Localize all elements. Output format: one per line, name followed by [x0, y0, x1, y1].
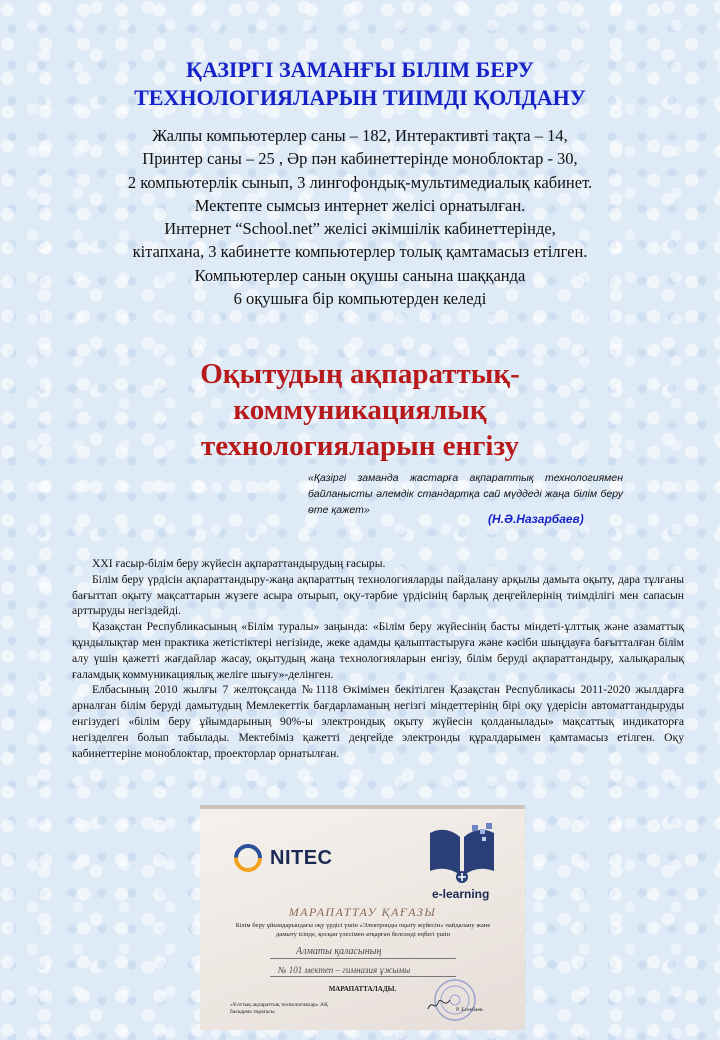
certificate-description: Білім беру ұйымдарындағы оқу үрдісі үшін «Электронды оқыту жүйесін» пайдалану және дамыту ісінде, қосқан үлесімен атқарған белсенді еңбегі үшін — [235, 922, 491, 938]
paragraph: XXI ғасыр-білім беру жүйесін ақпараттандырудың ғасыры. — [92, 557, 386, 570]
title-line-1: ҚАЗІРГІ ЗАМАНҒЫ БІЛІМ БЕРУ — [186, 57, 534, 82]
stats-block — [60, 124, 660, 310]
stats-line: Интернет “School.net” желісі әкімшілік кабинеттерінде, — [164, 219, 556, 239]
page-title — [0, 56, 720, 112]
section-heading — [110, 356, 610, 464]
heading-line-3: технологияларын енгізу — [200, 430, 520, 462]
fill-line — [270, 958, 456, 959]
nitec-logo — [232, 841, 333, 875]
awarded-text: МАРАПАТТАЛАДЫ. — [328, 985, 397, 993]
heading-line-1: Оқытудың ақпараттық- — [200, 358, 520, 390]
paragraph: Қазақстан Республикасының «Білім туралы» заңында: «Білім беру жүйесінің басты міндеті-ұлттық және азаматтық құндылықтар мен практика жетістіктері негізінде, жеке адамды қалыптастыруға және кәсіби шыңдауға бағытталған білім алу үшін қажетті жағдайлар жасау, оқытудың жаңа технологияларын енгізу, білім беруді ақпараттандыру, халықаралық ғаламдық коммуникациялық желіге шығу»-делінген. — [72, 620, 684, 681]
stats-line: Жалпы компьютерлер саны – 182, Интерактивті тақта – 14, — [152, 126, 568, 145]
signer-name: Р. Есеебаев — [456, 1007, 483, 1013]
certificate-title: МАРАПАТТАУ ҚАҒАЗЫ — [288, 905, 437, 919]
heading-line-2: коммуникациялық — [233, 394, 487, 426]
title-line-2: ТЕХНОЛОГИЯЛАРЫН ТИІМДІ ҚОЛДАНУ — [134, 85, 586, 110]
handwritten-school: № 101 мектеп – гимназия ұжымы — [278, 965, 411, 975]
handwritten-name: Алматы қаласының — [296, 946, 382, 957]
fill-line — [270, 976, 456, 977]
elearning-logo-icon — [422, 819, 502, 885]
elearning-logo-text: e-learning — [432, 887, 490, 901]
stats-line: Мектепте сымсыз интернет желісі орнатылған. — [194, 195, 526, 215]
signer-organization: «Ұлттық ақпараттық технологиялар» АҚ басқарма төрағасы — [230, 1002, 328, 1015]
stats-line: 2 компьютерлік сынып, 3 лингофондық-мультимедиалық кабинет. — [127, 172, 593, 192]
stats-line: кітапхана, 3 кабинетте компьютерлер толық қамтамасыз етілген. — [132, 242, 588, 262]
quote-text: «Қазіргі заманда жастарға ақпараттық технологиямен байланысты әлемдік стандартқа сай мүддеді жаңа білім беру өте қажет» — [308, 472, 623, 516]
stats-line: Принтер саны – 25 , Әр пән кабинеттерінде моноблоктар - 30, — [142, 149, 578, 169]
nitec-logo-text: NITEC — [270, 846, 333, 869]
nitec-ring-icon — [232, 842, 264, 874]
stats-line: Компьютерлер санын оқушы санына шаққанда — [194, 265, 526, 285]
body-text — [72, 556, 684, 761]
paragraph: Білім беру үрдісін ақпараттандыру-жаңа ақпараттың технологияларды пайдалану арқылы дамыта оқыту, дара тұлғаны бағыттап оқыту мақсаттарын жүзеге асыра отырып, оқу-тәрбие үрдісінің барлық деңгейлерінің тиімділігі мен сапасын арттыруды негіздейді. — [72, 572, 684, 618]
certificate-photo — [200, 805, 525, 1030]
stats-line: 6 оқушыға бір компьютерден келеді — [233, 289, 487, 309]
paragraph: Елбасының 2010 жылғы 7 желтоқсанда №1118 Өкімімен бекітілген Қазақстан Республикасы 2011-2020 жылдарға арналған білім беруді дамытудың Мемлекеттік бағдарламаның негізгі міндеттерінің бірі оқу үдерісін автоматтандыруды енгізудегі «білім беру ұйымдарының 90%-ы электрондық оқыту жүйесін қолданылады» мақсаттық индикаторға негізделген болып табылады. Мектебіміз қажетті деңгейде электронды құралдарымен қамтамасыз етілген. Оқу кабинеттеріне моноблоктар, проекторлар орнатылған. — [72, 683, 684, 760]
signature-icon — [426, 997, 452, 1013]
quote-author: (Н.Ә.Назарбаев) — [488, 512, 584, 526]
photo-edge — [200, 805, 525, 809]
